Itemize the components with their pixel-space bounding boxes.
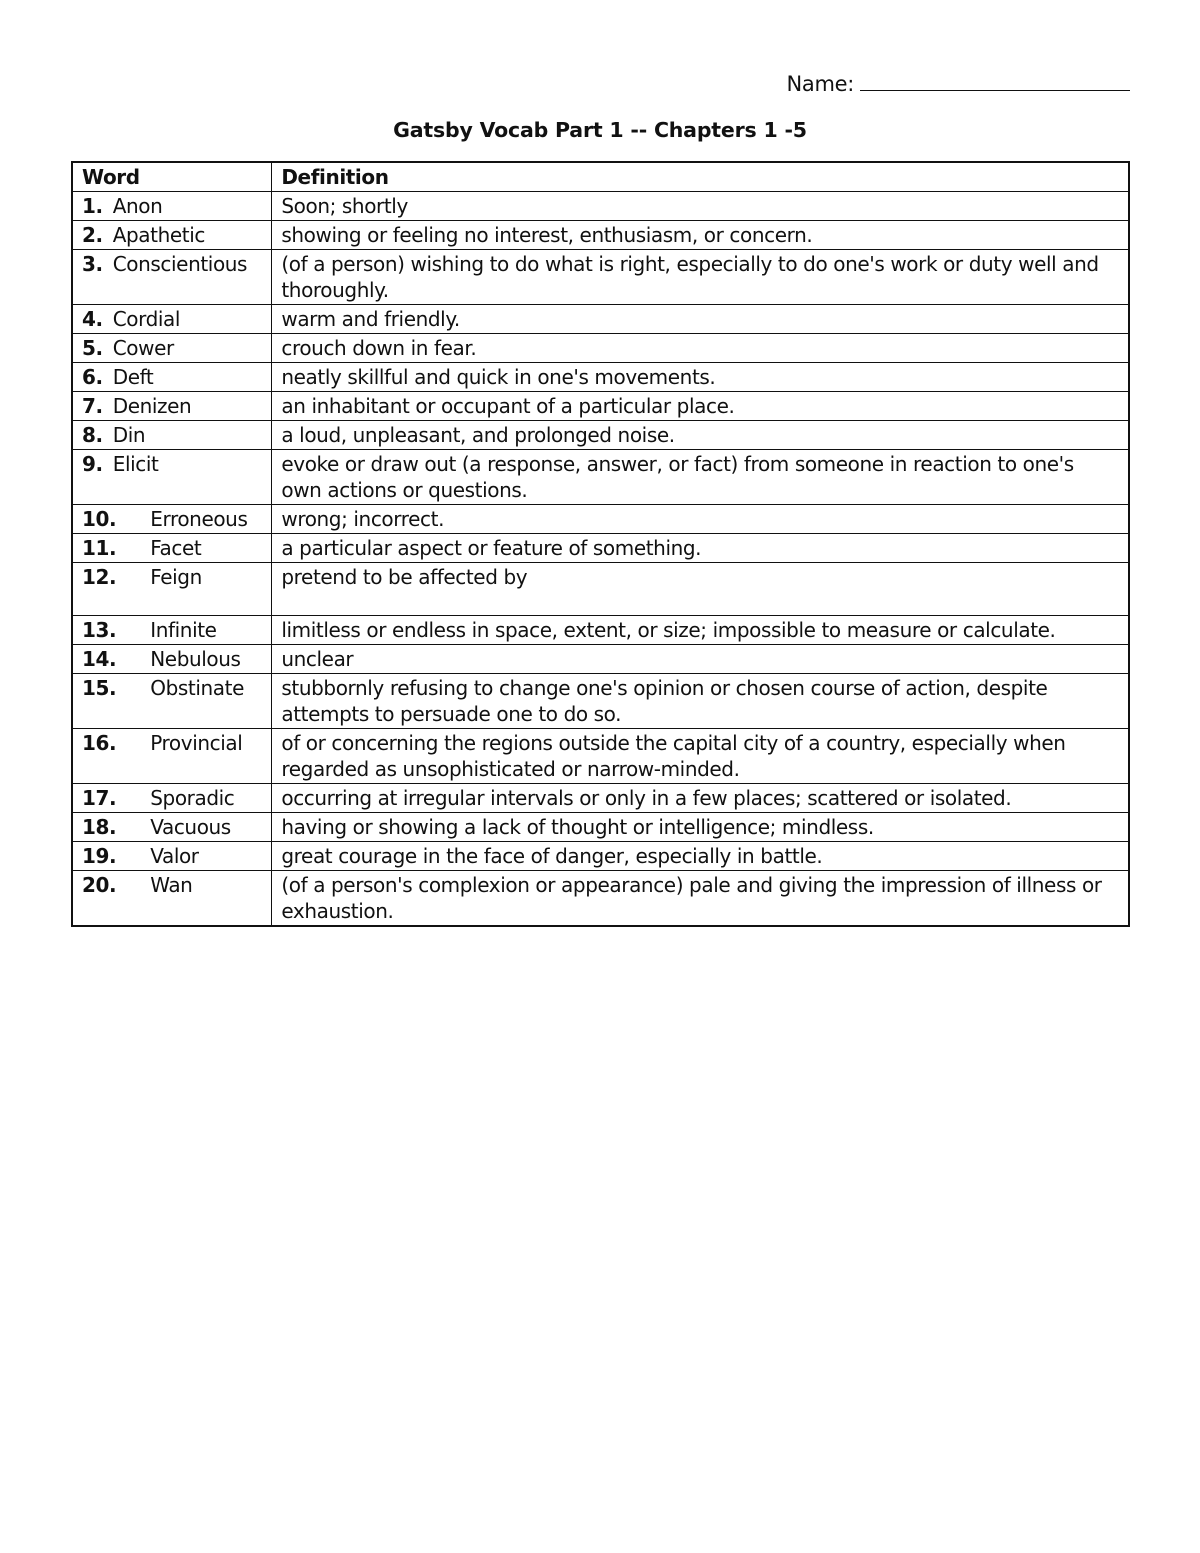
- table-row: [72, 534, 1129, 563]
- item-number: 1.: [82, 194, 103, 218]
- vocab-word: Apathetic: [112, 223, 205, 247]
- name-label: Name:: [786, 72, 854, 96]
- vocab-word: Elicit: [112, 452, 159, 476]
- vocab-word: Nebulous: [150, 647, 241, 671]
- definition-cell: warm and friendly.: [272, 305, 1129, 334]
- table-row: [72, 221, 1129, 250]
- item-number: 13.: [82, 618, 117, 642]
- table-row: [72, 784, 1129, 813]
- table-row: [72, 250, 1129, 305]
- vocab-word: Provincial: [150, 731, 243, 755]
- item-number: 7.: [82, 394, 103, 418]
- word-cell: [72, 842, 272, 871]
- definition-cell: showing or feeling no interest, enthusiasm, or concern.: [272, 221, 1129, 250]
- word-cell: [72, 392, 272, 421]
- item-number: 10.: [82, 507, 117, 531]
- vocab-word: Deft: [112, 365, 154, 389]
- word-cell: [72, 250, 272, 305]
- item-number: 12.: [82, 565, 117, 589]
- definition-cell: evoke or draw out (a response, answer, or fact) from someone in reaction to one's own actions or questions.: [272, 450, 1129, 505]
- vocab-table: [71, 161, 1130, 927]
- item-number: 4.: [82, 307, 103, 331]
- item-number: 6.: [82, 365, 103, 389]
- definition-cell: neatly skillful and quick in one's movements.: [272, 363, 1129, 392]
- word-cell: [72, 363, 272, 392]
- item-number: 2.: [82, 223, 103, 247]
- word-cell: [72, 305, 272, 334]
- vocab-word: Facet: [150, 536, 202, 560]
- item-number: 16.: [82, 731, 117, 755]
- word-cell: [72, 563, 272, 616]
- table-row: [72, 305, 1129, 334]
- definition-cell: limitless or endless in space, extent, or size; impossible to measure or calculate.: [272, 616, 1129, 645]
- definition-cell: an inhabitant or occupant of a particular place.: [272, 392, 1129, 421]
- word-cell: [72, 334, 272, 363]
- vocab-word: Sporadic: [150, 786, 235, 810]
- item-number: 14.: [82, 647, 117, 671]
- definition-cell: great courage in the face of danger, especially in battle.: [272, 842, 1129, 871]
- definition-cell: having or showing a lack of thought or intelligence; mindless.: [272, 813, 1129, 842]
- vocab-word: Cower: [112, 336, 174, 360]
- definition-cell: (of a person) wishing to do what is right, especially to do one's work or duty well and thoroughly.: [272, 250, 1129, 305]
- item-number: 18.: [82, 815, 117, 839]
- vocab-word: Denizen: [112, 394, 192, 418]
- word-cell: [72, 813, 272, 842]
- table-row: [72, 363, 1129, 392]
- item-number: 20.: [82, 873, 117, 897]
- table-header-row: [72, 162, 1129, 192]
- vocab-word: Obstinate: [150, 676, 244, 700]
- word-cell: [72, 616, 272, 645]
- word-cell: [72, 534, 272, 563]
- table-row: [72, 392, 1129, 421]
- definition-cell: crouch down in fear.: [272, 334, 1129, 363]
- word-cell: [72, 450, 272, 505]
- definition-cell: wrong; incorrect.: [272, 505, 1129, 534]
- vocab-word: Valor: [150, 844, 199, 868]
- vocab-word: Vacuous: [150, 815, 231, 839]
- item-number: 3.: [82, 252, 103, 276]
- item-number: 9.: [82, 452, 103, 476]
- word-cell: [72, 645, 272, 674]
- word-cell: [72, 192, 272, 221]
- definition-cell: unclear: [272, 645, 1129, 674]
- item-number: 19.: [82, 844, 117, 868]
- word-cell: [72, 674, 272, 729]
- vocab-word: Cordial: [112, 307, 181, 331]
- table-row: [72, 421, 1129, 450]
- page-title: Gatsby Vocab Part 1 -- Chapters 1 -5: [393, 118, 807, 142]
- definition-cell: pretend to be affected by: [272, 563, 1129, 616]
- vocab-word: Infinite: [150, 618, 217, 642]
- vocab-word: Conscientious: [112, 252, 248, 276]
- table-row: [72, 674, 1129, 729]
- table-row: [72, 729, 1129, 784]
- table-row: [72, 842, 1129, 871]
- item-number: 8.: [82, 423, 103, 447]
- word-cell: [72, 505, 272, 534]
- definition-cell: of or concerning the regions outside the capital city of a country, especially when regarded as unsophisticated or narrow-minded.: [272, 729, 1129, 784]
- definition-cell: Soon; shortly: [272, 192, 1129, 221]
- item-number: 17.: [82, 786, 117, 810]
- table-row: [72, 645, 1129, 674]
- definition-cell: stubbornly refusing to change one's opinion or chosen course of action, despite attempts to persuade one to do so.: [272, 674, 1129, 729]
- table-row: [72, 505, 1129, 534]
- item-number: 5.: [82, 336, 103, 360]
- definition-cell: a particular aspect or feature of something.: [272, 534, 1129, 563]
- table-row: [72, 871, 1129, 927]
- word-cell: [72, 729, 272, 784]
- word-cell: [72, 871, 272, 927]
- header-word: Word: [72, 162, 272, 192]
- vocab-word: Wan: [150, 873, 193, 897]
- item-number: 15.: [82, 676, 117, 700]
- definition-cell: (of a person's complexion or appearance) pale and giving the impression of illness or exhaustion.: [272, 871, 1129, 927]
- definition-cell: a loud, unpleasant, and prolonged noise.: [272, 421, 1129, 450]
- name-blank-line[interactable]: [860, 72, 1130, 91]
- table-row: [72, 334, 1129, 363]
- header-definition: Definition: [272, 162, 1129, 192]
- word-cell: [72, 784, 272, 813]
- table-row: [72, 616, 1129, 645]
- table-row: [72, 450, 1129, 505]
- vocab-word: Din: [112, 423, 146, 447]
- table-row: [72, 563, 1129, 616]
- vocab-word: Feign: [150, 565, 202, 589]
- vocab-word: Anon: [112, 194, 163, 218]
- vocab-word: Erroneous: [150, 507, 248, 531]
- name-field: [786, 72, 1130, 96]
- item-number: 11.: [82, 536, 117, 560]
- table-row: [72, 813, 1129, 842]
- definition-cell: occurring at irregular intervals or only in a few places; scattered or isolated.: [272, 784, 1129, 813]
- word-cell: [72, 421, 272, 450]
- table-row: [72, 192, 1129, 221]
- word-cell: [72, 221, 272, 250]
